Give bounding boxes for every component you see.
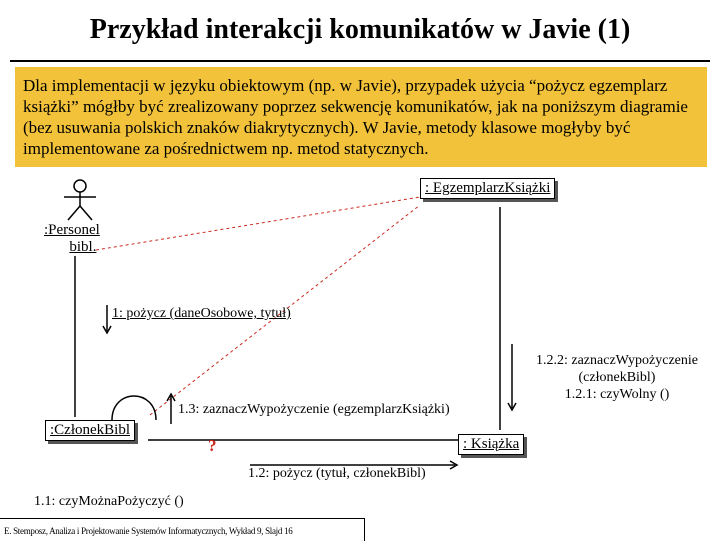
question-mark: ? <box>208 436 217 455</box>
self-loop-czlonek <box>112 396 156 420</box>
message-1-2-2-and-1-2-1 <box>512 352 720 403</box>
message-1-2-1: 1.2.1: czyWolny () <box>564 387 670 402</box>
actor-label-line2: bibl. <box>69 239 97 255</box>
object-ksiazka: : Książka <box>458 434 524 455</box>
footer-text: E. Stemposz, Analiza i Projektowanie Systemów Informatycznych, Wykład 9, Slajd 16 <box>4 526 293 536</box>
link-personel-egzemplarz <box>96 197 420 250</box>
message-1-1-czy-mozna: 1.1: czyMożnaPożyczyć () <box>34 494 184 509</box>
message-1-2-2-line2: (członekBibl) <box>578 370 656 385</box>
object-egzemplarz-ksiazki: : EgzemplarzKsiążki <box>420 178 555 199</box>
message-1-2-2-line1: 1.2.2: zaznaczWypożyczenie <box>535 353 698 368</box>
actor-label-line1: :Personel <box>44 222 100 238</box>
message-1-pozycz: 1: pożycz (daneOsobowe, tytuł) <box>112 306 291 321</box>
object-czlonek-bibl: :CzłonekBibl <box>45 420 135 441</box>
message-1-2-pozycz: 1.2: pożycz (tytuł, członekBibl) <box>248 466 426 481</box>
arrow-m1 <box>103 305 111 333</box>
arrow-m13 <box>167 394 175 424</box>
actor-icon <box>64 180 96 220</box>
slide-title: Przykład interakcji komunikatów w Javie (1) <box>89 14 631 45</box>
actor-label-personel <box>44 222 100 256</box>
intro-text: Dla implementacji w języku obiektowym (np. w Javie), przypadek użycia “pożycz egzemplarz książki” mógłby być zrealizowany poprzez sekwencję komunikatów, jak na poniższym diagramie (bez usuwania polskich znaków diakrytycznych). W Javie, metody klasowe mogłyby być implementowane za pośrednictwem np. metod statycznych. <box>23 76 688 158</box>
message-1-3-zaznacz: 1.3: zaznaczWypożyczenie (egzemplarzKsiążki) <box>178 402 450 417</box>
